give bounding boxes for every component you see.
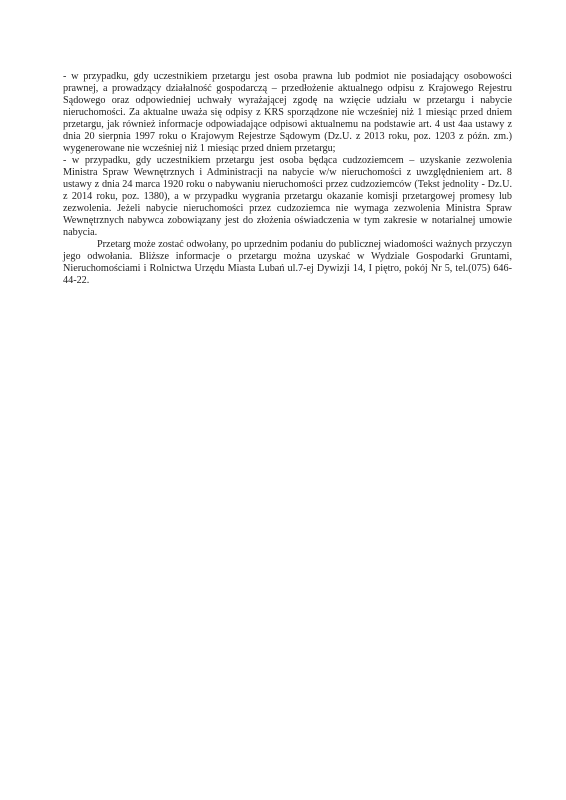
- paragraph-foreigner-requirements: - w przypadku, gdy uczestnikiem przetargu jest osoba będąca cudzoziemcem – uzyskanie zezwolenia Ministra Spraw Wewnętrznych i Administracji na nabycie w/w nieruchomości z uwzględnieniem art. 8 ustawy z dnia 24 marca 1920 roku o nabywaniu nieruchomości przez cudzoziemców (Tekst jednolity - Dz.U. z 2014 roku, poz. 1380), a w przypadku wygrania przetargu okazanie komisji przetargowej promesy lub zezwolenia. Jeżeli nabycie nieruchomości przez cudzoziemca nie wymaga zezwolenia Ministra Spraw Wewnętrznych nabywca zobowiązany jest do złożenia oświadczenia w tym zakresie w notarialnej umowie nabycia.: [63, 155, 512, 238]
- paragraph-cancellation-and-contact: Przetarg może zostać odwołany, po uprzednim podaniu do publicznej wiadomości ważnych przyczyn jego odwołania. Bliższe informacje o przetargu można uzyskać w Wydziale Gospodarki Gruntami, Nieruchomościami i Rolnictwa Urzędu Miasta Lubań ul.7-ej Dywizji 14, I piętro, pokój Nr 5, tel.(075) 646-44-22.: [63, 239, 512, 286]
- document-body: [63, 71, 512, 287]
- paragraph-legal-entity-requirements: - w przypadku, gdy uczestnikiem przetargu jest osoba prawna lub podmiot nie posiadający osobowości prawnej, a prowadzący działalność gospodarczą – przedłożenie aktualnego odpisu z Krajowego Rejestru Sądowego oraz odpowiedniej uchwały wyrażającej zgodę na wzięcie udziału w przetargu i nabycie nieruchomości. Za aktualne uważa się odpisy z KRS sporządzone nie wcześniej niż 1 miesiąc przed dniem przetargu, jak również informacje odpowiadające odpisowi aktualnemu na podstawie art. 4 ust 4aa ustawy z dnia 20 sierpnia 1997 roku o Krajowym Rejestrze Sądowym (Dz.U. z 2013 roku, poz. 1203 z późn. zm.) wygenerowane nie wcześniej niż 1 miesiąc przed dniem przetargu;: [63, 71, 512, 154]
